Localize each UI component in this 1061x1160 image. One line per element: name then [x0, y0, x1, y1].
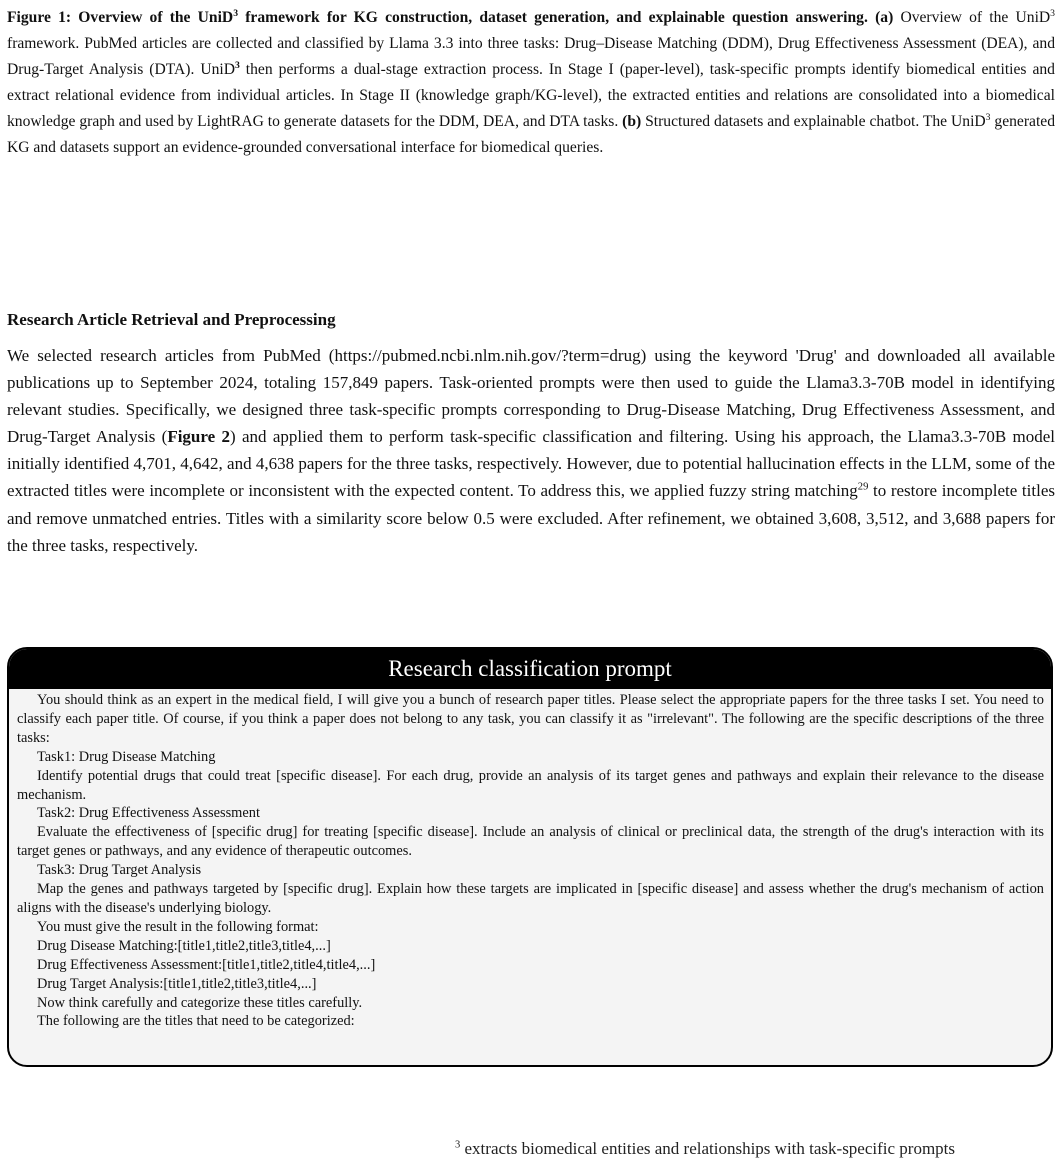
prompt-line: Task3: Drug Target Analysis — [37, 862, 202, 879]
prompt-line: Identify potential drugs that could treat [specific disease]. For each drug, provide an analysis of its target genes and pathways and explain their relevance to the disease mechanism. — [17, 767, 1044, 803]
caption-part-b-text: Structured datasets and explainable chatbot. The UniD$^3$ generated KG and datasets support an evidence-grounded conversational interface for biomedical queries. — [7, 111, 1056, 156]
prompt-line: Task1: Drug Disease Matching — [37, 748, 216, 765]
section-heading: Research Article Retrieval and Preprocessing — [7, 310, 336, 329]
citation-superscript: 29 — [857, 481, 869, 493]
prompt-line: You must give the result in the following format: — [37, 918, 319, 935]
prompt-line: Now think carefully and categorize these titles carefully. — [37, 994, 363, 1011]
caption-part-a-text: Overview of the UniD$^3$ framework. PubMed articles are collected and classified by Llama 3.3 into three tasks: Drug–Disease Matching (DDM), Drug Effectiveness Assessment (DEA), and Drug-Target Analysis (DTA). UniD$^3$ then performs a dual-stage extraction process. In Stage I (paper-level), task-specific prompts identify biomedical entities and extract relational evidence from individual articles. In Stage II (knowledge graph/KG-level), the extracted entities and relations are consolidated into a biomedical knowledge graph and used by LightRAG to generate datasets for the DDM, DEA, and DTA tasks. — [7, 7, 1055, 130]
section-paragraph: We selected research articles from PubMed (https://pubmed.ncbi.nlm.nih.gov/?term=drug) using the keyword 'Drug' and downloaded all available publications up to September 2024, totaling 157,849 papers. Task-oriented prompts were then used to guide the Llama3.3-70B model in identifying relevant studies. Specifically, we designed three task-specific prompts corresponding to Drug-Disease Matching, Drug Effectiveness Assessment, and Drug-Target Analysis (Figure 2) and applied them to perform task-specific classification and filtering. Using his approach, the Llama3.3-70B model initially identified 4,701, 4,642, and 4,638 papers for the three tasks, respectively. However, due to potential hallucination effects in the LLM, some of the extracted titles were incomplete or inconsistent with the expected content. To address this, we applied fuzzy string matching$^{29}$ to restore incomplete titles and remove unmatched entries. Titles with a similarity score below 0.5 were excluded. After refinement, we obtained 3,608, 3,512, and 3,688 papers for the three tasks, respectively. — [7, 346, 1056, 555]
figure-reference: Figure 2 — [167, 427, 230, 447]
prompt-line: Drug Disease Matching:[title1,title2,title3,title4,...] — [37, 937, 331, 954]
prompt-box — [7, 647, 1053, 1067]
figure-caption — [7, 5, 1055, 161]
prompt-line: Drug Target Analysis:[title1,title2,title3,title4,...] — [37, 975, 317, 992]
prompt-box-body — [9, 689, 1051, 1031]
prompt-line: Map the genes and pathways targeted by [specific drug]. Explain how these targets are implicated in [specific disease] and assess whether the drug's mechanism of action aligns with the disease's underlying biology. — [17, 881, 1044, 916]
prompt-line: Task2: Drug Effectiveness Assessment — [37, 805, 260, 822]
prompt-box-title: Research classification prompt — [9, 649, 1051, 689]
prompt-line: The following are the titles that need to be categorized: — [37, 1013, 355, 1030]
figure-title: Overview of the UniD$^3$ framework for KG construction, dataset generation, and explainable question answering. — [78, 7, 868, 26]
caption-part-b-label: (b) — [622, 113, 642, 130]
figure-label: Figure 1: — [7, 9, 72, 26]
caption-part-a-label: (a) — [875, 9, 894, 26]
next-paragraph-fragment: $^3$ extracts biomedical entities and relationships with task-specific prompts — [455, 1139, 956, 1158]
prompt-line: You should think as an expert in the medical field, I will give you a bunch of research paper titles. Please select the appropriate papers for the three tasks I set. You need to classify each paper title. Of course, if you think a paper does not belong to any task, you can classify it as "irrelevant". The following are the specific descriptions of the three tasks: — [17, 692, 1044, 746]
prompt-line: Drug Effectiveness Assessment:[title1,title2,title4,title4,...] — [37, 956, 376, 973]
prompt-line: Evaluate the effectiveness of [specific drug] for treating [specific disease]. Include an analysis of clinical or preclinical data, the strength of the drug's interaction with its target genes or pathways, and any evidence of therapeutic outcomes. — [17, 824, 1044, 860]
